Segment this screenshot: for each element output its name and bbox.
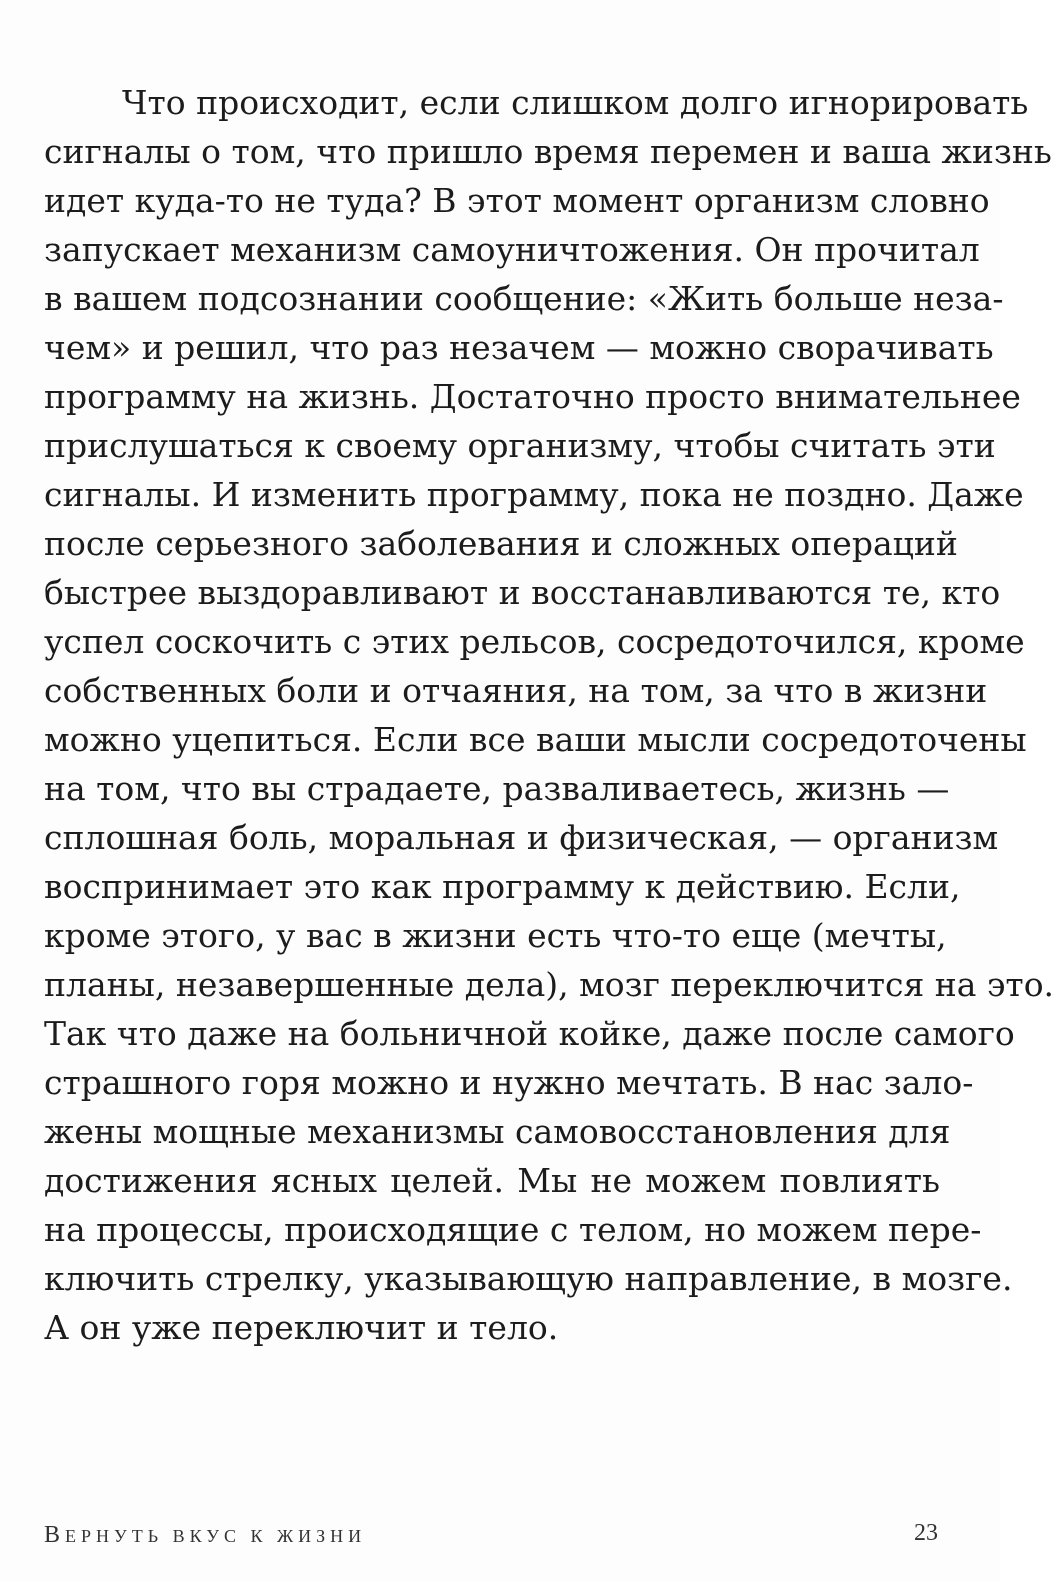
text-line: на том, что вы страдаете, разваливаетесь, жизнь — [44, 769, 950, 808]
text-line: сигналы. И изменить программу, пока не поздно. Даже [44, 475, 1024, 514]
text-line: Так что даже на больничной койке, даже после самого [44, 1014, 1015, 1053]
running-title: ВЕРНУТЬ ВКУС К ЖИЗНИ [44, 1522, 367, 1548]
text-line: прислушаться к своему организму, чтобы считать эти [44, 426, 996, 465]
text-line: запускает механизм самоуничтожения. Он прочитал [44, 230, 980, 269]
text-line: воспринимает это как программу к действию. Если, [44, 867, 961, 906]
text-line: страшного горя можно и нужно мечтать. В нас зало- [44, 1063, 974, 1102]
text-line: жены мощные механизмы самовосстановления для [44, 1112, 951, 1151]
text-line: ключить стрелку, указывающую направление, в мозге. [44, 1259, 1013, 1298]
text-line: достижения ясных целей. Мы не можем повлиять [44, 1161, 940, 1200]
text-line: сплошная боль, моральная и физическая, — организм [44, 818, 999, 857]
text-line: А он уже переключит и тело. [44, 1308, 559, 1347]
text-line: быстрее выздоравливают и восстанавливаются те, кто [44, 573, 1001, 612]
text-line: успел соскочить с этих рельсов, сосредоточился, кроме [44, 622, 1025, 661]
text-line: собственных боли и отчаяния, на том, за что в жизни [44, 671, 988, 710]
text-line: программу на жизнь. Достаточно просто внимательнее [44, 377, 1021, 416]
text-line: Что происходит, если слишком долго игнорировать [122, 83, 1029, 122]
text-line: кроме этого, у вас в жизни есть что-то еще (мечты, [44, 916, 947, 955]
text-line: можно уцепиться. Если все ваши мысли сосредоточены [44, 720, 1027, 759]
text-line: сигналы о том, что пришло время перемен и ваша жизнь [44, 132, 1052, 171]
page-number: 23 [914, 1520, 938, 1546]
text-line: идет куда-то не туда? В этот момент организм словно [44, 181, 990, 220]
text-line: после серьезного заболевания и сложных операций [44, 524, 958, 563]
text-line: чем» и решил, что раз незачем — можно сворачивать [44, 328, 994, 367]
text-line: планы, незавершенные дела), мозг переключится на это. [44, 965, 1054, 1004]
text-line: в вашем подсознании сообщение: «Жить больше неза- [44, 279, 1004, 318]
text-line: на процессы, происходящие с телом, но можем пере- [44, 1210, 982, 1249]
body-paragraph [44, 78, 1054, 1352]
